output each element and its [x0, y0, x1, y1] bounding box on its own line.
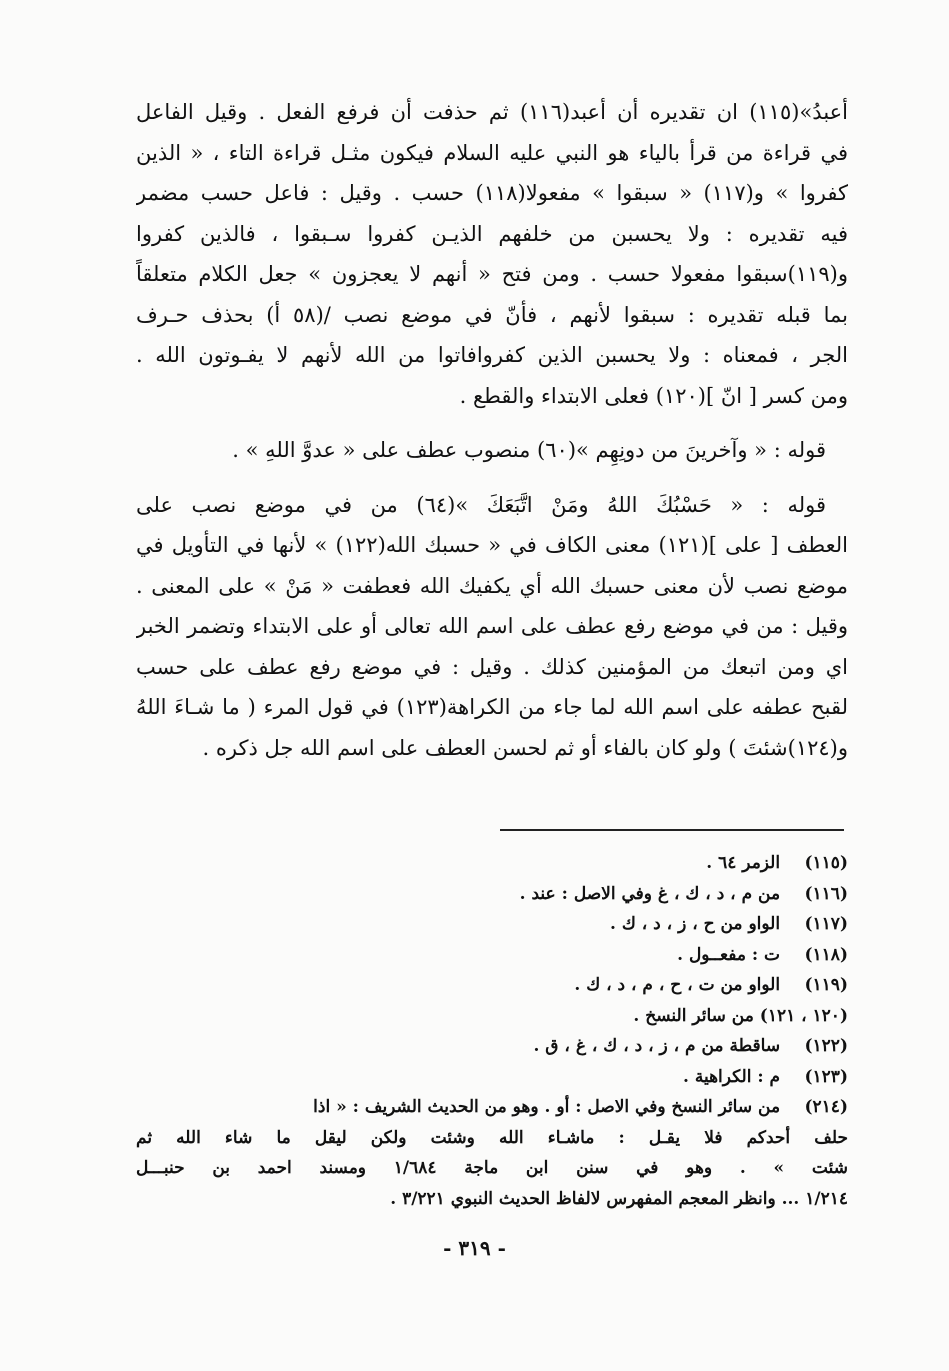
footnote-continuation: شئت » . وهو في سنن ابن ماجة ١/٦٨٤ ومسند احمد بن حنبـــل: [136, 1158, 848, 1178]
footnotes: [136, 848, 848, 1214]
text-line: العطف [ على ](١٢١) معنى الكاف في « حسبك الله(١٢٢) » لأنها في التأويل في: [136, 533, 848, 557]
page-number: - ٣١٩ -: [443, 1236, 506, 1260]
main-text: [136, 92, 848, 768]
footnote-text: ساقطة من م ، ز ، د ، ك ، غ ، ق .: [533, 1036, 781, 1056]
footnote-continuation: حلف أحدكم فلا يقـل : ماشـاء الله وشئت ولكن ليقل ما شاء الله ثم: [136, 1127, 848, 1148]
text-line: في قراءة من قرأ بالياء هو النبي عليه السلام فيكون مثـل قراءة التاء ، « الذين: [136, 140, 848, 165]
text-line: كفروا » و(١١٧) « سبقوا » مفعولا(١١٨) حسب . وقيل : فاعل حسب مضمر: [136, 181, 848, 205]
footnote-continuation: ١/٢١٤ ... وانظر المعجم المفهرس لالفاظ الحديث النبوي ٣/٢٢١ .: [390, 1188, 848, 1209]
footnote-number: (١١٨): [804, 944, 848, 965]
footnote-text: الواو من ت ، ح ، م ، د ، ك .: [574, 975, 781, 995]
footnote-number: (٢١٤): [804, 1097, 848, 1117]
text-line: اي ومن اتبعك من المؤمنين كذلك . وقيل : في موضع رفع عطف على حسب: [136, 654, 848, 679]
text-line: لقبح عطفه على اسم الله لما جاء من الكراهة(١٢٣) في قول المرء ( ما شـاءَ اللهُ: [136, 695, 848, 719]
footnote-text: من م ، د ، ك ، غ وفي الاصل : عند .: [519, 883, 781, 904]
text-line: ومن كسر [ انّ ](١٢٠) فعلى الابتداء والقطع .: [459, 383, 848, 408]
paragraph-2: [136, 430, 848, 471]
paragraph-3: [136, 485, 848, 769]
footnote: [136, 1062, 848, 1093]
footnote: [136, 940, 848, 971]
text-line: أعبدُ»(١١٥) ان تقديره أن أعبد(١١٦) ثم حذفت أن فرفع الفعل . وقيل الفاعل: [136, 100, 848, 124]
text-line: فيه تقديره : ولا يحسبن من خلفهم الذيـن كفروا سـبقوا ، فالذين كفروا: [136, 221, 848, 246]
footnote-text: ت : مفعــول .: [677, 944, 781, 965]
footnote: [136, 848, 848, 879]
footnote-number: (١١٩): [804, 975, 848, 995]
footnote-number: (١١٧): [804, 914, 848, 934]
footnote-text: من سائر النسخ .: [633, 1005, 754, 1026]
footnote-text: الواو من ح ، ز ، د ، ك .: [610, 914, 781, 934]
text-line: و(١٢٤)شئتَ ) ولو كان بالفاء أو ثم لحسن العطف على اسم الله جل ذكره .: [202, 735, 848, 760]
footnote: [136, 909, 848, 940]
footnote-text: الزمر ٦٤ .: [706, 853, 781, 873]
footnote-number: (١١٥): [804, 853, 848, 873]
text-line: وقيل : من في موضع رفع عطف على اسم الله تعالى أو على الابتداء وتضمر الخبر: [136, 614, 848, 638]
footnote-number: (١٢٠ ، ١٢١): [759, 1005, 848, 1026]
footnote-separator: [500, 829, 844, 831]
paragraph-1: [136, 92, 848, 416]
footnote: [136, 1001, 848, 1032]
footnote: [136, 970, 848, 1001]
text-line: بما قبله تقديره : سبقوا لأنهم ، فأنّ في موضع نصب /(٥٨ أ) بحذف حـرف: [136, 302, 848, 327]
text-line: الجر ، فمعناه : ولا يحسبن الذين كفروافاتوا من الله لأنهم لا يفـوتون الله .: [136, 343, 848, 367]
footnote: [136, 1092, 848, 1123]
footnote-number: (١٢٣): [804, 1066, 848, 1087]
footnote-text: من سائر النسخ وفي الاصل : أو . وهو من الحديث الشريف : « اذا: [313, 1097, 781, 1117]
text-line: موضع نصب لأن معنى حسبك الله أي يكفيك الله فعطفت « مَنْ » على المعنى .: [136, 573, 848, 598]
footnote-number: (١٢٢): [804, 1036, 848, 1056]
footnote: [136, 879, 848, 910]
text-line: و(١١٩)سبقوا مفعولا حسب . ومن فتح « أنهم لا يعجزون » جعل الكلام متعلقاً: [136, 262, 848, 286]
footnote-text: م : الكراهية .: [683, 1066, 781, 1087]
text-line: قوله : « وآخرينَ من دونِهِم »(٦٠) منصوب عطف على « عدوَّ اللهِ » .: [232, 438, 826, 462]
footnote-number: (١١٦): [804, 883, 848, 904]
text-line: قوله : « حَسْبُكَ اللهُ ومَنْ اتَّبَعَكَ »(٦٤) من في موضع نصب على: [136, 492, 826, 517]
footnote: [136, 1031, 848, 1062]
